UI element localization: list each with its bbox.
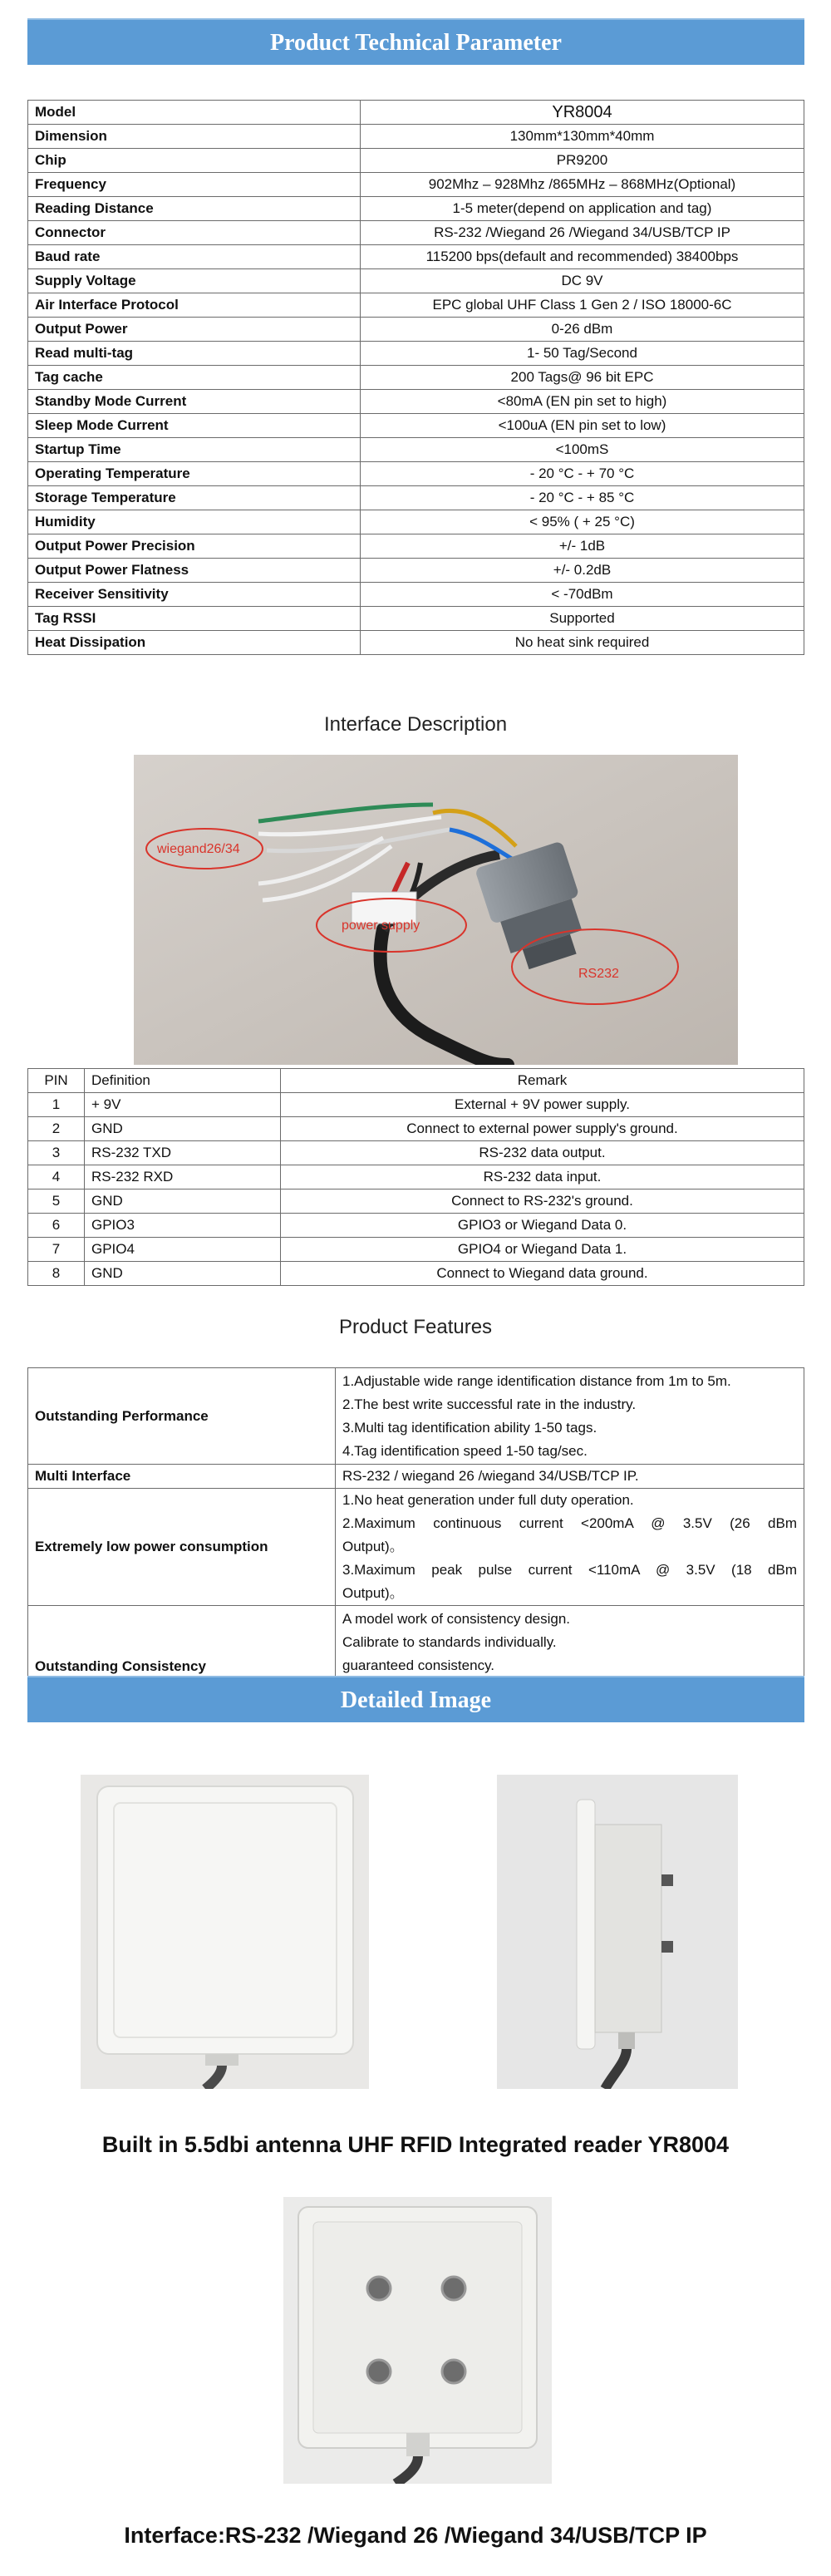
spec-value: No heat sink required <box>361 631 804 655</box>
feature-line: guaranteed consistency. <box>342 1657 495 1673</box>
spec-row <box>28 149 804 173</box>
pin-row <box>28 1117 804 1141</box>
spec-value: RS-232 /Wiegand 26 /Wiegand 34/USB/TCP IP <box>361 221 804 245</box>
feature-line: 2.Maximum continuous current <200mA @ 3.5V (26 dBm <box>342 1515 797 1531</box>
feature-line: Output)。 <box>342 1585 404 1601</box>
spec-value: < 95% ( + 25 °C) <box>361 510 804 534</box>
definition-header: Definition <box>85 1069 281 1093</box>
pin-definition: RS-232 TXD <box>85 1141 281 1165</box>
power-photo-label: power supply <box>342 919 420 933</box>
spec-label: Output Power Precision <box>28 534 361 559</box>
spec-label: Read multi-tag <box>28 342 361 366</box>
pin-remark: Connect to external power supply's ground. <box>281 1117 804 1141</box>
spec-value: <80mA (EN pin set to high) <box>361 390 804 414</box>
spec-label: Supply Voltage <box>28 269 361 293</box>
feature-row <box>28 1465 804 1489</box>
spec-label: Model <box>28 101 361 125</box>
spec-value: Supported <box>361 607 804 631</box>
spec-label: Output Power Flatness <box>28 559 361 583</box>
remark-header: Remark <box>281 1069 804 1093</box>
pin-number: 8 <box>28 1262 85 1286</box>
spec-label: Tag cache <box>28 366 361 390</box>
feature-line: 3.Maximum peak pulse current <110mA @ 3.5V (18 dBm <box>342 1562 797 1578</box>
pin-row <box>28 1093 804 1117</box>
spec-label: Reading Distance <box>28 197 361 221</box>
spec-value: - 20 °C - + 70 °C <box>361 462 804 486</box>
antenna-caption: Built in 5.5dbi antenna UHF RFID Integrated reader YR8004 <box>101 2132 730 2157</box>
pin-row <box>28 1141 804 1165</box>
pin-remark: RS-232 data input. <box>281 1165 804 1189</box>
spec-row <box>28 510 804 534</box>
feature-label: Outstanding Performance <box>28 1368 336 1465</box>
pin-row <box>28 1238 804 1262</box>
pin-number: 2 <box>28 1117 85 1141</box>
spec-label: Humidity <box>28 510 361 534</box>
pin-definition: GND <box>85 1117 281 1141</box>
spec-value: PR9200 <box>361 149 804 173</box>
spec-row <box>28 342 804 366</box>
pin-number: 6 <box>28 1214 85 1238</box>
pin-number: 1 <box>28 1093 85 1117</box>
spec-value: 0-26 dBm <box>361 318 804 342</box>
spec-value: 1-5 meter(depend on application and tag) <box>361 197 804 221</box>
pin-number: 5 <box>28 1189 85 1214</box>
spec-row <box>28 607 804 631</box>
spec-value: +/- 0.2dB <box>361 559 804 583</box>
feature-description <box>336 1465 804 1489</box>
feature-description <box>336 1606 804 1679</box>
pin-header: PIN <box>28 1069 85 1093</box>
pin-header-row <box>28 1069 804 1093</box>
feature-line: Calibrate to standards individually. <box>342 1633 557 1650</box>
pin-row <box>28 1189 804 1214</box>
spec-row <box>28 197 804 221</box>
reader-side-photo <box>497 1775 738 2089</box>
spec-label: Tag RSSI <box>28 607 361 631</box>
pin-definition: GPIO3 <box>85 1214 281 1238</box>
pin-number: 4 <box>28 1165 85 1189</box>
spec-value: 130mm*130mm*40mm <box>361 125 804 149</box>
spec-row <box>28 534 804 559</box>
feature-label: Extremely low power consumption <box>28 1489 336 1606</box>
spec-row <box>28 414 804 438</box>
spec-label: Receiver Sensitivity <box>28 583 361 607</box>
spec-value: YR8004 <box>361 101 804 125</box>
pin-number: 3 <box>28 1141 85 1165</box>
spec-value: 200 Tags@ 96 bit EPC <box>361 366 804 390</box>
reader-side-illustration <box>497 1775 738 2089</box>
rs232-photo-label: RS232 <box>578 967 619 981</box>
pin-definition: + 9V <box>85 1093 281 1117</box>
spec-value: EPC global UHF Class 1 Gen 2 / ISO 18000-6C <box>361 293 804 318</box>
reader-front-photo <box>81 1775 369 2089</box>
spec-label: Operating Temperature <box>28 462 361 486</box>
spec-value: <100mS <box>361 438 804 462</box>
spec-row <box>28 125 804 149</box>
spec-value: DC 9V <box>361 269 804 293</box>
features-table <box>27 1367 804 1679</box>
spec-label: Heat Dissipation <box>28 631 361 655</box>
spec-row <box>28 245 804 269</box>
feature-line: 4.Tag identification speed 1-50 tag/sec. <box>342 1442 588 1459</box>
spec-value: 902Mhz – 928Mhz /865MHz – 868MHz(Optional) <box>361 173 804 197</box>
spec-row <box>28 318 804 342</box>
feature-line: 1.Adjustable wide range identification distance from 1m to 5m. <box>342 1372 731 1389</box>
feature-row <box>28 1489 804 1606</box>
reader-back-illustration <box>283 2197 552 2484</box>
feature-line: 2.The best write successful rate in the industry. <box>342 1396 637 1412</box>
feature-label: Multi Interface <box>28 1465 336 1489</box>
spec-row <box>28 583 804 607</box>
pin-definition: RS-232 RXD <box>85 1165 281 1189</box>
spec-row <box>28 173 804 197</box>
feature-line: Output)。 <box>342 1539 404 1554</box>
pin-table <box>27 1068 804 1286</box>
spec-label: Connector <box>28 221 361 245</box>
spec-label: Chip <box>28 149 361 173</box>
pin-row <box>28 1165 804 1189</box>
pin-remark: Connect to RS-232's ground. <box>281 1189 804 1214</box>
spec-label: Baud rate <box>28 245 361 269</box>
feature-line: 3.Multi tag identification ability 1-50 tags. <box>342 1419 597 1436</box>
feature-label: Outstanding Consistency <box>28 1606 336 1679</box>
reader-front-illustration <box>81 1775 369 2089</box>
pin-remark: Connect to Wiegand data ground. <box>281 1262 804 1286</box>
spec-row <box>28 269 804 293</box>
features-title: Product Features <box>338 1316 493 1338</box>
pin-definition: GPIO4 <box>85 1238 281 1262</box>
spec-row <box>28 366 804 390</box>
spec-row <box>28 559 804 583</box>
spec-label: Standby Mode Current <box>28 390 361 414</box>
detail-banner <box>27 1676 804 1722</box>
feature-description <box>336 1489 804 1606</box>
spec-row <box>28 438 804 462</box>
spec-row <box>28 462 804 486</box>
pin-row <box>28 1262 804 1286</box>
feature-line: A model work of consistency design. <box>342 1610 571 1627</box>
pin-remark: RS-232 data output. <box>281 1141 804 1165</box>
pin-remark: GPIO3 or Wiegand Data 0. <box>281 1214 804 1238</box>
interface-title: Interface Description <box>323 713 508 736</box>
pin-definition: GND <box>85 1189 281 1214</box>
detail-banner-title: Detailed Image <box>340 1687 492 1713</box>
spec-row <box>28 221 804 245</box>
cable-photo <box>134 755 738 1065</box>
feature-description <box>336 1368 804 1465</box>
feature-row <box>28 1368 804 1465</box>
spec-value: +/- 1dB <box>361 534 804 559</box>
wiegand-photo-label: wiegand26/34 <box>157 842 240 856</box>
spec-label: Air Interface Protocol <box>28 293 361 318</box>
pin-row <box>28 1214 804 1238</box>
spec-value: < -70dBm <box>361 583 804 607</box>
spec-label: Output Power <box>28 318 361 342</box>
spec-row <box>28 390 804 414</box>
spec-table <box>27 100 804 655</box>
spec-value: 115200 bps(default and recommended) 38400bps <box>361 245 804 269</box>
feature-line: 1.No heat generation under full duty operation. <box>342 1492 634 1508</box>
pin-remark: External + 9V power supply. <box>281 1093 804 1117</box>
pin-remark: GPIO4 or Wiegand Data 1. <box>281 1238 804 1262</box>
spec-value: <100uA (EN pin set to low) <box>361 414 804 438</box>
reader-back-photo <box>283 2197 552 2484</box>
spec-row <box>28 293 804 318</box>
pin-definition: GND <box>85 1262 281 1286</box>
spec-label: Dimension <box>28 125 361 149</box>
cable-photo-illustration <box>134 755 738 1065</box>
spec-label: Frequency <box>28 173 361 197</box>
spec-row <box>28 631 804 655</box>
interface-caption: Interface:RS-232 /Wiegand 26 /Wiegand 34/USB/TCP IP <box>124 2523 707 2548</box>
feature-row <box>28 1606 804 1679</box>
feature-line: RS-232 / wiegand 26 /wiegand 34/USB/TCP IP. <box>342 1468 639 1484</box>
spec-value: - 20 °C - + 85 °C <box>361 486 804 510</box>
top-banner <box>27 18 804 65</box>
spec-label: Sleep Mode Current <box>28 414 361 438</box>
spec-label: Storage Temperature <box>28 486 361 510</box>
spec-row <box>28 101 804 125</box>
spec-label: Startup Time <box>28 438 361 462</box>
spec-value: 1- 50 Tag/Second <box>361 342 804 366</box>
pin-number: 7 <box>28 1238 85 1262</box>
spec-row <box>28 486 804 510</box>
banner-title: Product Technical Parameter <box>270 30 562 56</box>
